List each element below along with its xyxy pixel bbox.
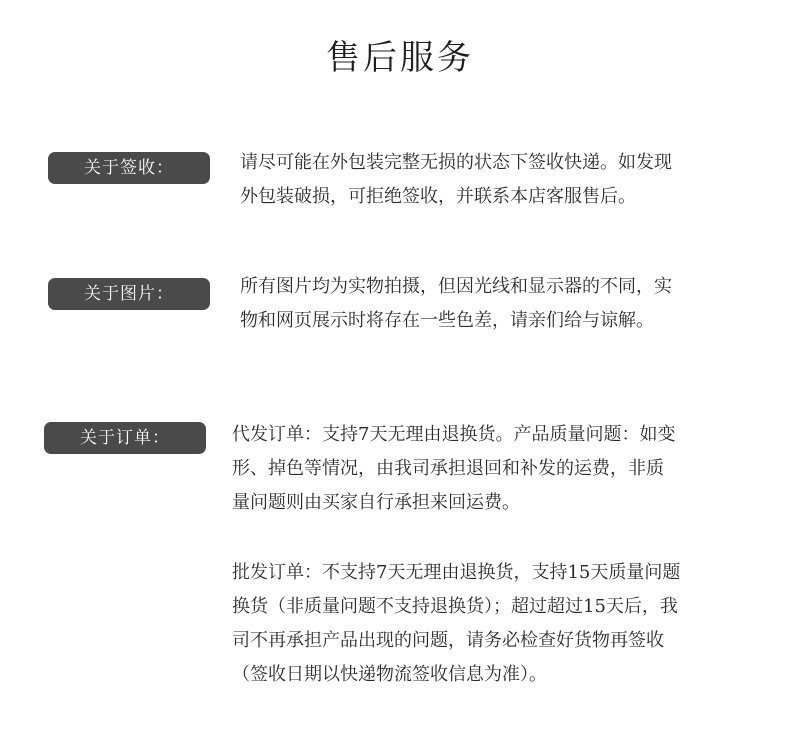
section-text-dropship [232,418,740,520]
text-line: 物和网页展示时将存在一些色差，请亲们给与谅解。 [240,310,654,331]
section-text-photos [240,270,740,338]
text-line: 代发订单：支持7天无理由退换货。产品质量问题：如变 [232,424,676,445]
text-line: 司不再承担产品出现的问题，请务必检查好货物再签收 [232,630,664,651]
section-label-photos: 关于图片： [48,278,210,310]
text-line: 换货（非质量问题不支持退换货）；超过超过15天后，我 [232,596,678,617]
section-text-sign [240,146,740,214]
text-line: （签收日期以快递物流签收信息为准）。 [232,664,547,685]
text-line: 量问题则由买家自行承担来回运费。 [232,492,520,513]
text-line: 请尽可能在外包装完整无损的状态下签收快递。如发现 [240,152,672,173]
text-line: 批发订单：不支持7天无理由退换货，支持15天质量问题 [232,562,681,583]
section-text-wholesale [232,556,740,692]
text-line: 所有图片均为实物拍摄，但因光线和显示器的不同，实 [240,276,672,297]
page-title: 售后服务 [326,38,474,78]
section-label-sign: 关于签收： [48,152,210,184]
text-line: 外包装破损，可拒绝签收，并联系本店客服售后。 [240,186,636,207]
section-label-orders: 关于订单： [44,422,206,454]
text-line: 形、掉色等情况，由我司承担退回和补发的运费，非质 [232,458,664,479]
